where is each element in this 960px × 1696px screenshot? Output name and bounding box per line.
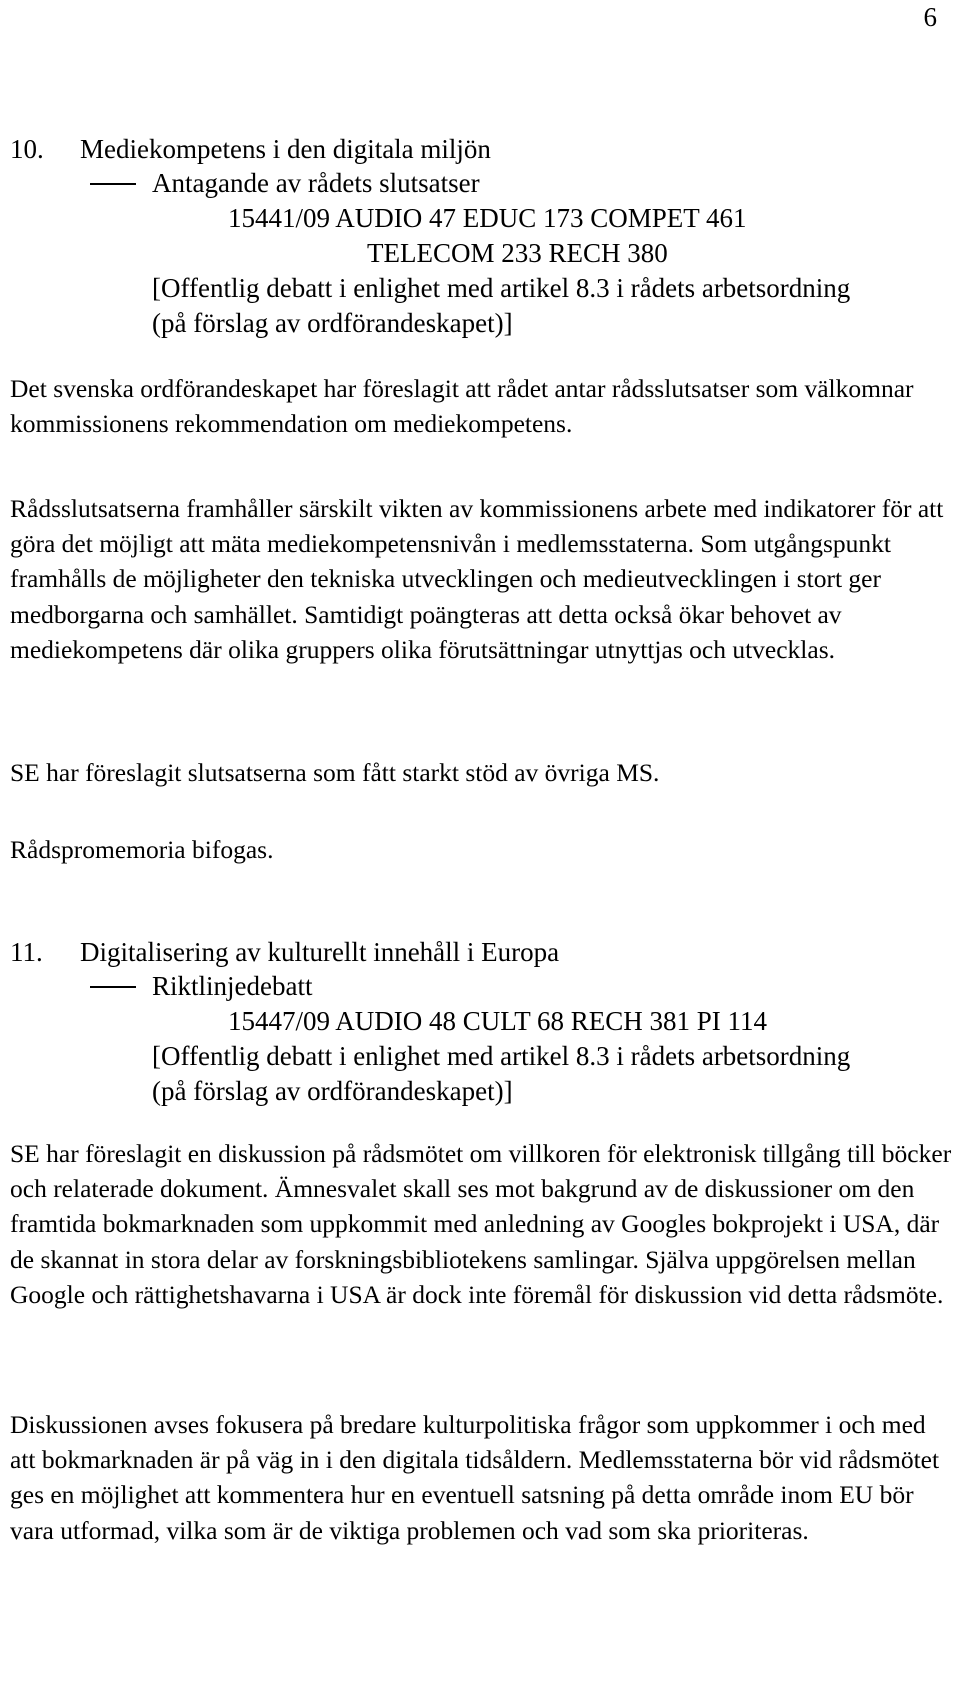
- item-subtitle-line: [10, 166, 950, 201]
- paragraph: SE har föreslagit en diskussion på rådsmötet om villkoren för elektronisk tillgång till böcker och relaterade dokument. Ämnesvalet skall ses mot bakgrund av de diskussioner om den framtida bokmarknaden som uppkommit med anledning av Googles bokprojekt i USA, där de skannat in stora delar av forskningsbibliotekens samlingar. Själva uppgörelsen mellan Google och rättighetshavarna i USA är dock inte föremål för diskussion vid detta rådsmöte.: [10, 1139, 952, 1309]
- dash-divider: [90, 183, 136, 185]
- item-number: 11.: [10, 937, 43, 967]
- item-number: 10.: [10, 134, 44, 164]
- page-number: 6: [923, 2, 937, 32]
- paragraph: SE har föreslagit slutsatserna som fått starkt stöd av övriga MS.: [10, 758, 660, 787]
- item-title: Mediekompetens i den digitala miljön: [80, 134, 491, 164]
- procedure-note: [Offentlig debatt i enlighet med artikel 8.3 i rådets arbetsordning: [152, 273, 851, 303]
- document-reference-cont: TELECOM 233 RECH 380: [367, 238, 668, 268]
- paragraph: Det svenska ordförandeskapet har föreslagit att rådet antar rådsslutsatser som välkomnar kommissionens rekommendation om mediekompetens.: [10, 374, 914, 439]
- item-heading: [10, 132, 950, 166]
- item-subtitle: Riktlinjedebatt: [152, 971, 313, 1001]
- procedure-note-cont: (på förslag av ordförandeskapet)]: [152, 1076, 513, 1106]
- agenda-item-11: [10, 935, 950, 1109]
- item-subtitle: Antagande av rådets slutsatser: [152, 168, 480, 198]
- procedure-note: [Offentlig debatt i enlighet med artikel 8.3 i rådets arbetsordning: [152, 1041, 851, 1071]
- item-subtitle-line: [10, 969, 950, 1004]
- paragraph: Diskussionen avses fokusera på bredare kulturpolitiska frågor som uppkommer i och med att bokmarknaden är på väg in i den digitala tidsåldern. Medlemsstaterna bör vid rådsmötet ges en möjlighet att kommentera hur en eventuell satsning på detta område inom EU bör vara utformad, vilka som är de viktiga problemen och vad som ska prioriteras.: [10, 1410, 940, 1545]
- item-title: Digitalisering av kulturellt innehåll i Europa: [80, 937, 560, 967]
- dash-divider: [90, 986, 136, 988]
- document-reference: 15447/09 AUDIO 48 CULT 68 RECH 381 PI 114: [228, 1006, 768, 1036]
- item-heading: [10, 935, 950, 969]
- procedure-note-cont: (på förslag av ordförandeskapet)]: [152, 308, 513, 338]
- paragraph: Rådsslutsatserna framhåller särskilt vikten av kommissionens arbete med indikatorer för att göra det möjligt att mäta mediekompetensnivån i medlemsstaterna. Som utgångspunkt framhålls de möjligheter den tekniska utvecklingen och medieutvecklingen i stort ger medborgarna och samhället. Samtidigt poängteras att detta också ökar behovet av mediekompetens där olika gruppers olika förutsättningar utnyttjas och utvecklas.: [10, 494, 944, 664]
- document-reference: 15441/09 AUDIO 47 EDUC 173 COMPET 461: [228, 203, 747, 233]
- agenda-item-10: [10, 132, 950, 341]
- paragraph: Rådspromemoria bifogas.: [10, 835, 274, 864]
